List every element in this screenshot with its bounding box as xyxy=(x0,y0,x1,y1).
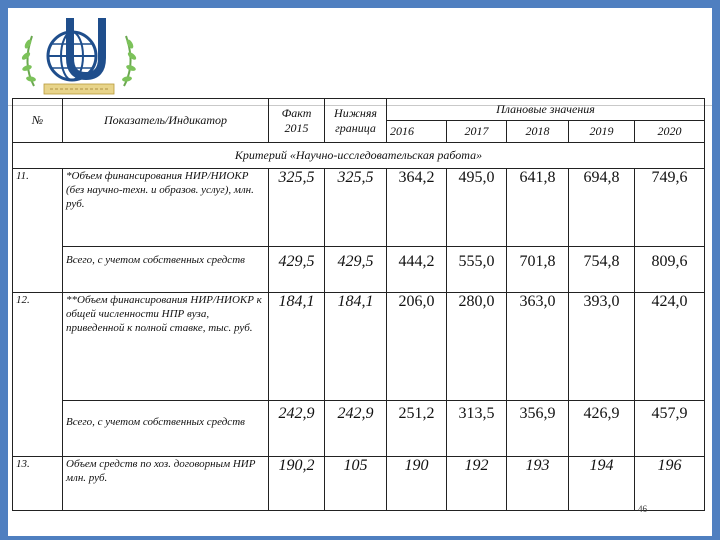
criterion-row xyxy=(13,143,705,169)
cell-2016: 444,2 xyxy=(387,247,447,293)
cell-fact: 429,5 xyxy=(269,247,325,293)
table-row xyxy=(13,293,705,401)
cell-lower: 325,5 xyxy=(325,169,387,247)
cell-2018: 641,8 xyxy=(507,169,569,247)
col-header-planned: Плановые значения xyxy=(387,99,705,121)
row-label: Всего, с учетом собственных средств xyxy=(63,401,269,457)
cell-fact: 190,2 xyxy=(269,457,325,511)
cell-lower: 105 xyxy=(325,457,387,511)
row-label: Объем средств по хоз. договорным НИР млн. руб. xyxy=(63,457,269,511)
cell-fact: 242,9 xyxy=(269,401,325,457)
cell-2020: 749,6 xyxy=(635,169,705,247)
col-header-number: № xyxy=(13,99,63,143)
slide xyxy=(8,8,712,536)
cell-lower: 242,9 xyxy=(325,401,387,457)
cell-2017: 280,0 xyxy=(447,293,507,401)
table-row xyxy=(13,247,705,293)
cell-2016: 206,0 xyxy=(387,293,447,401)
col-header-year: 2019 xyxy=(569,121,635,143)
row-label: *Объем финансирования НИР/НИОКР (без научно-техн. и образов. услуг), млн. руб. xyxy=(63,169,269,247)
cell-2020: 809,6 xyxy=(635,247,705,293)
col-header-year: 2017 xyxy=(447,121,507,143)
cell-2016: 364,2 xyxy=(387,169,447,247)
indicators-table xyxy=(12,98,705,511)
university-logo-icon xyxy=(14,14,144,102)
row-number: 11. xyxy=(13,169,63,293)
cell-2020: 457,9 xyxy=(635,401,705,457)
cell-2017: 495,0 xyxy=(447,169,507,247)
cell-fact: 184,1 xyxy=(269,293,325,401)
cell-2016: 251,2 xyxy=(387,401,447,457)
col-header-year: 2018 xyxy=(507,121,569,143)
table-row xyxy=(13,457,705,511)
cell-2018: 363,0 xyxy=(507,293,569,401)
col-header-indicator: Показатель/Индикатор xyxy=(63,99,269,143)
row-number: 13. xyxy=(13,457,63,511)
indicators-table-wrapper xyxy=(12,98,704,511)
cell-2019: 426,9 xyxy=(569,401,635,457)
row-label: **Объем финансирования НИР/НИОКР к общей численности НПР вуза, приведенной к полной ставке, тыс. руб. xyxy=(63,293,269,401)
cell-lower: 429,5 xyxy=(325,247,387,293)
cell-2020: 196 xyxy=(635,457,705,511)
criterion-title: Критерий «Научно-исследовательская работа» xyxy=(13,143,705,169)
cell-2019: 194 xyxy=(569,457,635,511)
page-number: 46 xyxy=(638,504,647,514)
cell-2020: 424,0 xyxy=(635,293,705,401)
cell-2019: 754,8 xyxy=(569,247,635,293)
col-header-year: 2016 xyxy=(387,121,447,143)
cell-lower: 184,1 xyxy=(325,293,387,401)
row-number: 12. xyxy=(13,293,63,457)
col-header-fact: Факт 2015 xyxy=(269,99,325,143)
table-row xyxy=(13,169,705,247)
col-header-lower-bound: Нижняя граница xyxy=(325,99,387,143)
cell-2018: 701,8 xyxy=(507,247,569,293)
col-header-year: 2020 xyxy=(635,121,705,143)
row-label: Всего, с учетом собственных средств xyxy=(63,247,269,293)
cell-fact: 325,5 xyxy=(269,169,325,247)
header-row-1 xyxy=(13,99,705,121)
cell-2017: 555,0 xyxy=(447,247,507,293)
cell-2018: 356,9 xyxy=(507,401,569,457)
cell-2018: 193 xyxy=(507,457,569,511)
cell-2019: 393,0 xyxy=(569,293,635,401)
cell-2017: 313,5 xyxy=(447,401,507,457)
cell-2017: 192 xyxy=(447,457,507,511)
cell-2019: 694,8 xyxy=(569,169,635,247)
table-row xyxy=(13,401,705,457)
cell-2016: 190 xyxy=(387,457,447,511)
